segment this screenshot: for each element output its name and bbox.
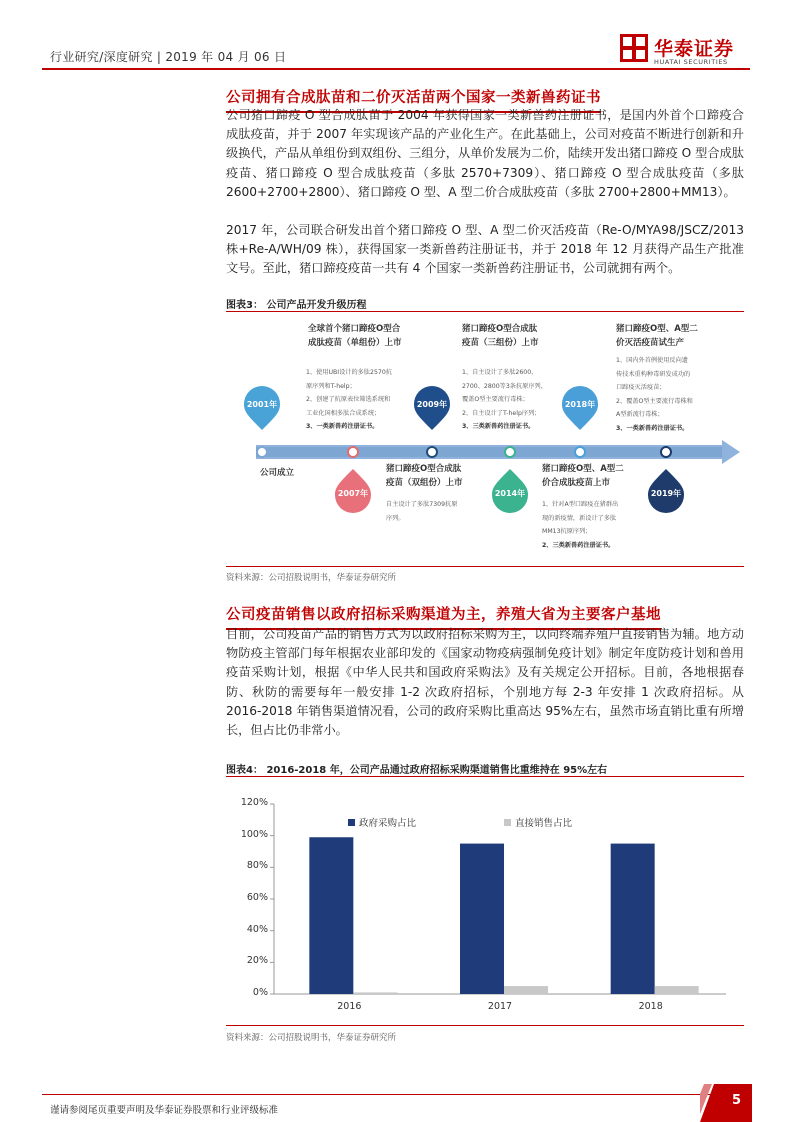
x-tick-label: 2016	[337, 1001, 362, 1012]
event-title: 猪口蹄疫O型、A型二	[542, 464, 624, 474]
event-2009	[462, 322, 539, 350]
event-title: 全球首个猪口蹄疫O型合	[308, 324, 401, 334]
company-founded-label: 公司成立	[260, 468, 295, 478]
event-title: 猪口蹄疫O型合成肽	[386, 464, 462, 474]
figure4-top-rule	[226, 776, 744, 777]
y-tick-label: 40%	[246, 923, 268, 935]
year-label-2014: 2014年	[494, 489, 526, 498]
event-title: 疫苗（三组份）上市	[462, 338, 539, 348]
chart-labels	[226, 786, 744, 1026]
event-note: 3、一类新兽药注册证书。	[616, 424, 689, 432]
event-2007	[386, 462, 463, 490]
section-title-1: 公司拥有合成肽苗和二价灭活苗两个国家一类新兽药证书	[226, 86, 601, 113]
event-title: 猪口蹄疫O型合成肽	[462, 324, 538, 334]
event-2014-notes	[542, 498, 618, 552]
logo-text-en: HUATAI SECURITIES	[654, 58, 728, 66]
event-2018-notes	[616, 354, 693, 435]
event-note: 1、国内外首例使用反向遗	[616, 357, 688, 364]
page-number: 5	[732, 1093, 742, 1108]
y-tick-label: 100%	[240, 828, 268, 840]
event-note: 口蹄疫灭活疫苗；	[616, 384, 666, 391]
year-label-2001: 2001年	[246, 400, 278, 409]
event-title: 成肽疫苗（单组份）上市	[308, 338, 402, 348]
figure4-bottom-rule	[226, 1025, 744, 1026]
event-note: 3、三类新兽药注册证书。	[462, 423, 535, 430]
event-2001-notes	[306, 366, 392, 434]
event-title: 猪口蹄疫O型、A型二	[616, 324, 698, 334]
year-label-2019: 2019年	[650, 489, 682, 498]
event-note: 原序列和T-help；	[306, 382, 356, 390]
timeline-marker	[661, 447, 671, 457]
timeline-marker	[427, 447, 437, 457]
legend-label: 政府采购占比	[359, 818, 417, 829]
timeline-marker	[505, 447, 515, 457]
event-note: 2700、2800等3条抗原序列，	[462, 382, 547, 390]
year-label-2007: 2007年	[337, 489, 369, 498]
year-label-2009: 2009年	[416, 400, 448, 409]
event-title: 价灭活疫苗试生产	[616, 338, 685, 348]
figure3-caption: 图表3： 公司产品开发升级历程	[226, 300, 367, 311]
header-text: 行业研究/深度研究 | 2019 年 04 月 06 日	[50, 50, 287, 64]
timeline-diagram	[226, 312, 744, 566]
section-title-2: 公司疫苗销售以政府招标采购渠道为主，养殖大省为主要客户基地	[226, 603, 661, 630]
footer-divider	[42, 1094, 722, 1095]
event-note: 自主设计了多肽7309抗原	[386, 501, 458, 508]
timeline-marker	[575, 447, 585, 457]
event-note: 1、使用UBI设计的多肽2570抗	[306, 369, 392, 376]
event-note: 1、针对A型口蹄疫在猪群出	[542, 501, 619, 508]
event-title: 疫苗（双组份）上市	[386, 478, 463, 488]
timeline-bar	[256, 447, 722, 457]
event-2018	[616, 322, 698, 350]
event-2007-notes	[386, 498, 457, 525]
huatai-logo-icon	[620, 34, 648, 62]
event-2001	[308, 322, 402, 350]
header-divider	[42, 68, 750, 70]
event-note: 传技术重构种毒研发成功的	[616, 370, 691, 378]
section1-paragraph-1: 公司猪口蹄疫 O 型合成肽苗于 2004 年获得国家一类新兽药注册证书，是国内外首个口蹄疫合成肽疫苗，并于 2007 年实现该产品的产业化生产。在此基础上，公司对疫苗不断进行创新和升级换代，产品从单组份到双组份、三组分，从单价发展为二价，陆续开发出猪口蹄疫 O 型合成肽疫苗、猪口蹄疫 O 型合成肽疫苗（多肽 2570+7309）、猪口蹄疫 O 型合成肽疫苗（多肽 2600+2700+2800）、猪口蹄疫 O 型、A 型二价合成肽疫苗（多肽 2700+2800+MM13）。	[226, 108, 744, 199]
event-note: 2、三类新兽药注册证书。	[542, 541, 615, 549]
timeline-marker	[257, 447, 267, 457]
page-number-badge	[700, 1084, 752, 1122]
y-tick-label: 120%	[240, 797, 268, 808]
footer-disclaimer: 谨请参阅尾页重要声明及华泰证券股票和行业评级标准	[50, 1105, 279, 1116]
timeline-marker	[348, 447, 358, 457]
figure3-bottom-rule	[226, 566, 744, 567]
event-note: 覆盖O型主要流行毒株；	[462, 396, 529, 403]
y-tick-label: 0%	[252, 987, 268, 998]
logo-text-cn: 华泰证券	[654, 38, 735, 60]
y-tick-label: 80%	[246, 860, 268, 872]
event-note: 1、自主设计了多肽2600、	[462, 369, 538, 376]
event-note: 3、一类新兽药注册证书。	[306, 423, 379, 430]
event-note: 序列。	[386, 514, 405, 522]
event-note: 工业化国相多肽合成系统；	[306, 409, 381, 417]
figure4-source: 资料来源：公司招股说明书，华泰证券研究所	[226, 1033, 397, 1043]
event-note: MM13抗原序列；	[542, 528, 592, 535]
event-note: 2、自主设计了T-help序列；	[462, 409, 541, 417]
event-title: 价合成肽疫苗上市	[542, 478, 611, 488]
section2-paragraph: 目前，公司疫苗产品的销售方式为以政府招标采购为主，以向终端养殖户直接销售为辅。地方动物防疫主管部门每年根据农业部印发的《国家动物疫病强制免疫计划》制定年度防疫计划和兽用疫苗采购计划，根据《中华人民共和国政府采购法》及有关规定公开招标。目前，各地根据春防、秋防的需要每年一般安排 1-2 次政府招标，个别地方每 2-3 年安排 1 次政府招标。从 2016-2018 年销售渠道情况看，公司的政府采购比重高达 95%左右，虽然市场直销比重有所增长，但占比仍非常小。	[226, 627, 744, 738]
section1-paragraph-2: 2017 年，公司联合研发出首个猪口蹄疫 O 型、A 型二价灭活疫苗（Re-O/MYA98/JSCZ/2013 株+Re-A/WH/09 株），获得国家一类新兽药注册证书，并于 2018 年 12 月获得产品生产批准文号。至此，猪口蹄疫疫苗一共有 4 个国家一类新兽药注册证书，公司就拥有两个。	[226, 223, 744, 276]
x-tick-label: 2018	[638, 1001, 663, 1012]
x-tick-label: 2017	[487, 1001, 513, 1012]
legend-label: 直接销售占比	[515, 818, 573, 829]
event-note: 2、创建了抗原表位筛选系统和	[306, 396, 391, 403]
event-note: 2、覆盖O型主要流行毒株和	[616, 397, 693, 405]
event-2009-notes	[462, 366, 547, 434]
figure4-caption: 图表4： 2016-2018 年，公司产品通过政府招标采购渠道销售比重维持在 95%左右	[226, 765, 608, 776]
year-label-2018: 2018年	[564, 400, 596, 409]
bar-chart	[226, 786, 744, 1026]
y-tick-label: 20%	[246, 955, 268, 967]
timeline-graphics	[226, 312, 744, 566]
figure3-source: 资料来源：公司招股说明书，华泰证券研究所	[226, 573, 397, 583]
y-tick-label: 60%	[246, 892, 268, 903]
event-2014	[542, 462, 624, 490]
event-note: 现的新疫情，新设计了多肽	[542, 514, 617, 522]
event-note: A型新流行毒株；	[616, 411, 664, 418]
